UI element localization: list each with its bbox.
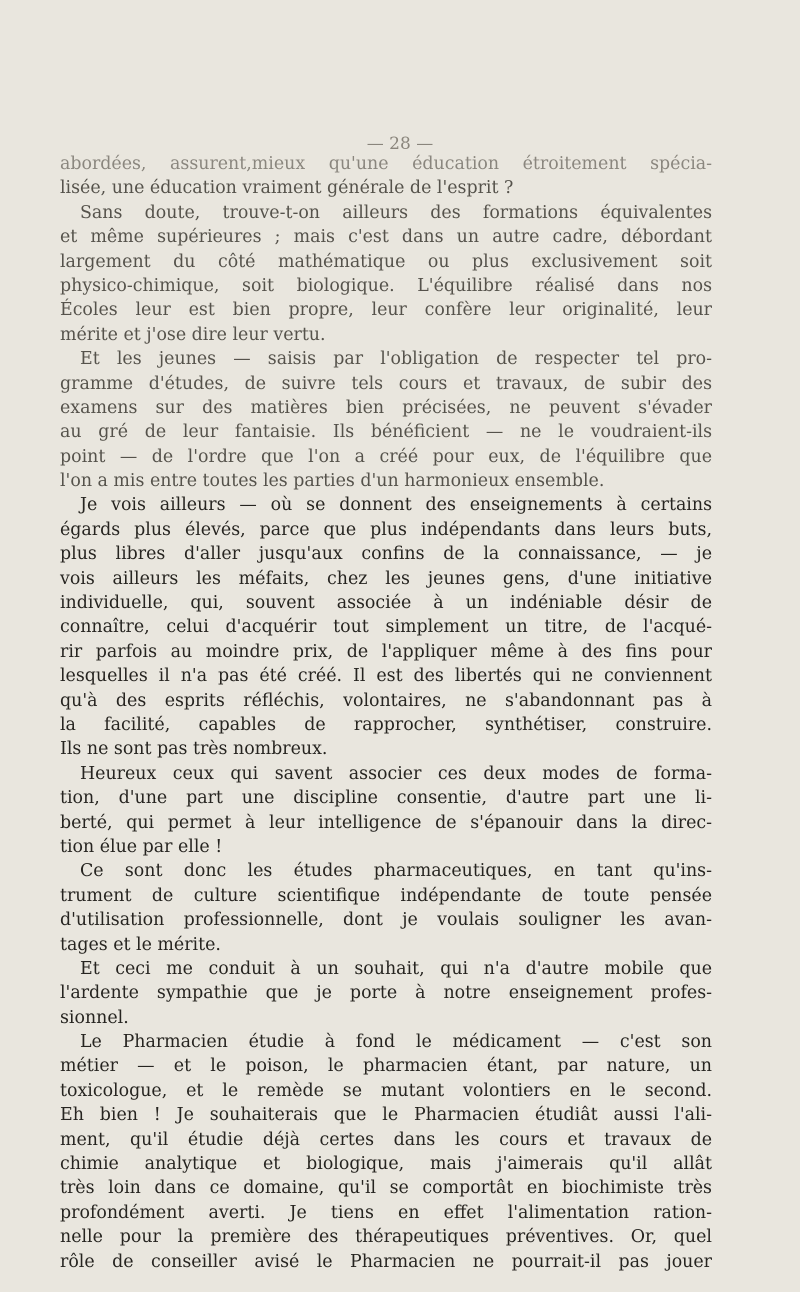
- text-line: examens sur des matières bien précisées, ne peuvent s'évader: [60, 397, 712, 418]
- text-line: plus libres d'aller jusqu'aux confins de la connaissance, — je: [60, 544, 712, 565]
- text-line: très loin dans ce domaine, qu'il se comportât en biochimiste très: [60, 1178, 712, 1199]
- text-line: Et ceci me conduit à un souhait, qui n'a d'autre mobile que: [80, 958, 712, 979]
- text-line: au gré de leur fantaisie. Ils bénéficient — ne le voudraient-ils: [60, 422, 712, 443]
- text-line: Écoles leur est bien propre, leur confère leur originalité, leur: [60, 300, 712, 321]
- text-line: tion, d'une part une discipline consentie, d'autre part une li-: [60, 788, 712, 809]
- text-line: gramme d'études, de suivre tels cours et travaux, de subir des: [60, 373, 712, 394]
- text-line: trument de culture scientifique indépendante de toute pensée: [60, 885, 712, 906]
- text-line: physico-chimique, soit biologique. L'équilibre réalisé dans nos: [60, 275, 712, 296]
- text-line: Je vois ailleurs — où se donnent des enseignements à certains: [80, 495, 712, 516]
- text-line: profondément averti. Je tiens en effet l'alimentation ration-: [60, 1202, 712, 1223]
- text-line: connaître, celui d'acquérir tout simplement un titre, de l'acqué-: [60, 617, 712, 638]
- text-line: point — de l'ordre que l'on a créé pour eux, de l'équilibre que: [60, 446, 712, 467]
- text-line: Heureux ceux qui savent associer ces deux modes de forma-: [80, 763, 712, 784]
- text-line: chimie analytique et biologique, mais j'aimerais qu'il allât: [60, 1154, 712, 1175]
- text-line: largement du côté mathématique ou plus exclusivement soit: [60, 251, 712, 272]
- text-line: Le Pharmacien étudie à fond le médicament — c'est son: [80, 1032, 712, 1053]
- text-line: l'ardente sympathie que je porte à notre enseignement profes-: [60, 983, 712, 1004]
- text-line: tages et le mérite.: [60, 934, 221, 955]
- text-line: égards plus élevés, parce que plus indépendants dans leurs buts,: [60, 519, 712, 540]
- text-line: Eh bien ! Je souhaiterais que le Pharmacien étudiât aussi l'ali-: [60, 1105, 712, 1126]
- body-text: [60, 152, 712, 1274]
- text-line: rir parfois au moindre prix, de l'appliquer même à des fins pour: [60, 641, 712, 662]
- text-line: Ce sont donc les études pharmaceutiques, en tant qu'ins-: [80, 861, 712, 882]
- text-line: qu'à des esprits réfléchis, volontaires, ne s'abandonnant pas à: [60, 690, 712, 711]
- text-line: mérite et j'ose dire leur vertu.: [60, 324, 326, 345]
- text-line: abordées, assurent,mieux qu'une éducation étroitement spécia-: [60, 154, 712, 174]
- text-line: vois ailleurs les méfaits, chez les jeunes gens, d'une initiative: [60, 568, 712, 589]
- text-line: Ils ne sont pas très nombreux.: [60, 739, 328, 760]
- text-line: individuelle, qui, souvent associée à un indéniable désir de: [60, 593, 712, 614]
- text-line: métier — et le poison, le pharmacien étant, par nature, un: [60, 1056, 712, 1077]
- text-line: lesquelles il n'a pas été créé. Il est des libertés qui ne conviennent: [60, 666, 712, 687]
- text-line: berté, qui permet à leur intelligence de s'épanouir dans la direc-: [60, 812, 712, 833]
- text-line: nelle pour la première des thérapeutiques préventives. Or, quel: [60, 1227, 712, 1248]
- text-line: toxicologue, et le remède se mutant volontiers en le second.: [60, 1080, 712, 1101]
- text-line: la facilité, capables de rapprocher, synthétiser, construire.: [60, 714, 712, 735]
- text-line: l'on a mis entre toutes les parties d'un harmonieux ensemble.: [60, 471, 605, 492]
- text-line: et même supérieures ; mais c'est dans un autre cadre, débordant: [60, 227, 712, 248]
- text-line: rôle de conseiller avisé le Pharmacien ne pourrait-il pas jouer: [60, 1251, 712, 1272]
- text-line: ment, qu'il étudie déjà certes dans les cours et travaux de: [60, 1129, 712, 1150]
- text-line: tion élue par elle !: [60, 836, 223, 857]
- text-line: d'utilisation professionnelle, dont je voulais souligner les avan-: [60, 910, 712, 931]
- page-number: — 28 —: [366, 134, 434, 154]
- text-line: Sans doute, trouve-t-on ailleurs des formations équivalentes: [80, 202, 712, 223]
- text-line: lisée, une éducation vraiment générale de l'esprit ?: [60, 178, 514, 199]
- text-line: Et les jeunes — saisis par l'obligation de respecter tel pro-: [80, 349, 712, 370]
- text-line: sionnel.: [60, 1007, 129, 1028]
